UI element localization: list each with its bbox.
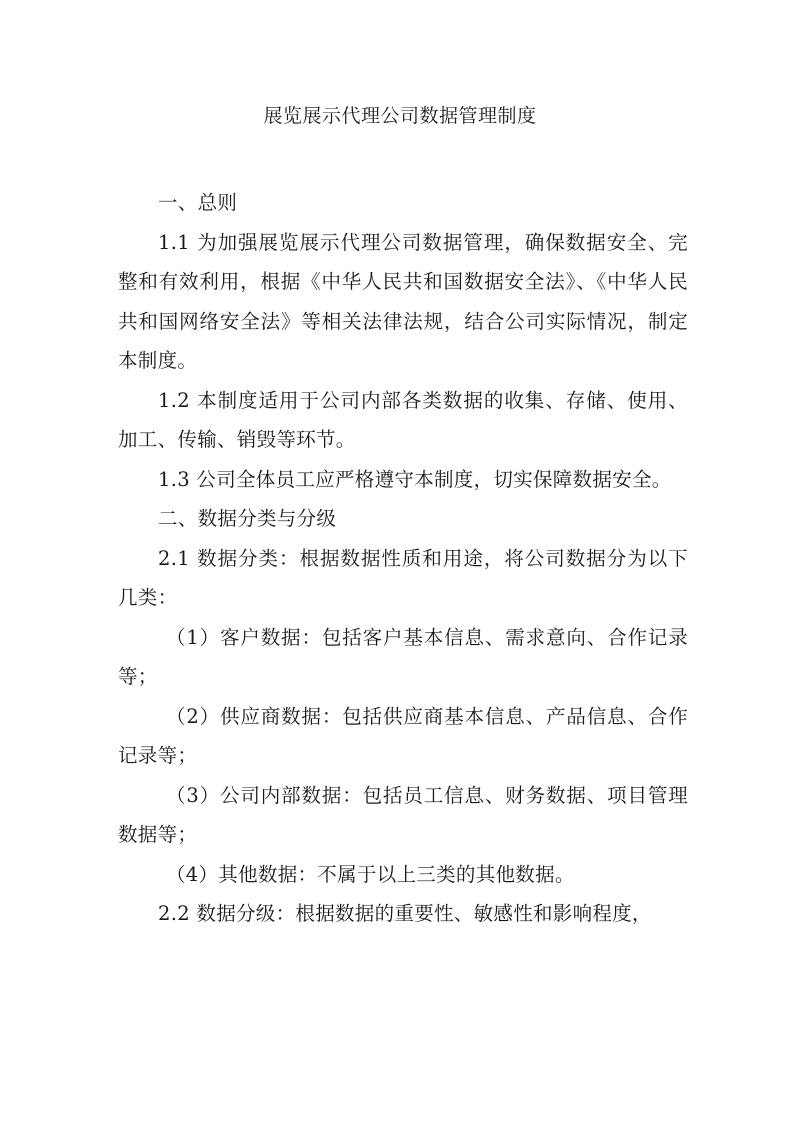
section-heading-classification: 二、数据分类与分级 [158, 507, 337, 530]
document-title: 展览展示代理公司数据管理制度 [263, 105, 537, 127]
paragraph-1-3: 1.3 公司全体员工应严格遵守本制度，切实保障数据安全。 [158, 467, 672, 491]
list-item-other-data: （4）其他数据：不属于以上三类的其他数据。 [166, 862, 575, 886]
paragraph-1-2: 1.2 本制度适用于公司内部各类数据的收集、存储、使用、加工、传输、销毁等环节。 [118, 388, 688, 451]
document-body [118, 183, 688, 934]
list-item-internal-data: （3）公司内部数据：包括员工信息、财务数据、项目管理数据等； [118, 783, 688, 846]
paragraph-2-2: 2.2 数据分级：根据数据的重要性、敏感性和影响程度， [158, 902, 652, 925]
list-item-supplier-data: （2）供应商数据：包括供应商基本信息、产品信息、合作记录等； [118, 704, 688, 767]
list-item-customer-data: （1）客户数据：包括客户基本信息、需求意向、合作记录等； [118, 625, 688, 688]
section-heading-general: 一、总则 [158, 191, 238, 214]
paragraph-1-1: 1.1 为加强展览展示代理公司数据管理，确保数据安全、完整和有效利用，根据《中华人民共和国数据安全法》、《中华人民共和国网络安全法》等相关法律法规，结合公司实际情况，制定本制度。 [118, 230, 688, 372]
paragraph-2-1: 2.1 数据分类：根据数据性质和用途，将公司数据分为以下几类： [118, 546, 688, 609]
